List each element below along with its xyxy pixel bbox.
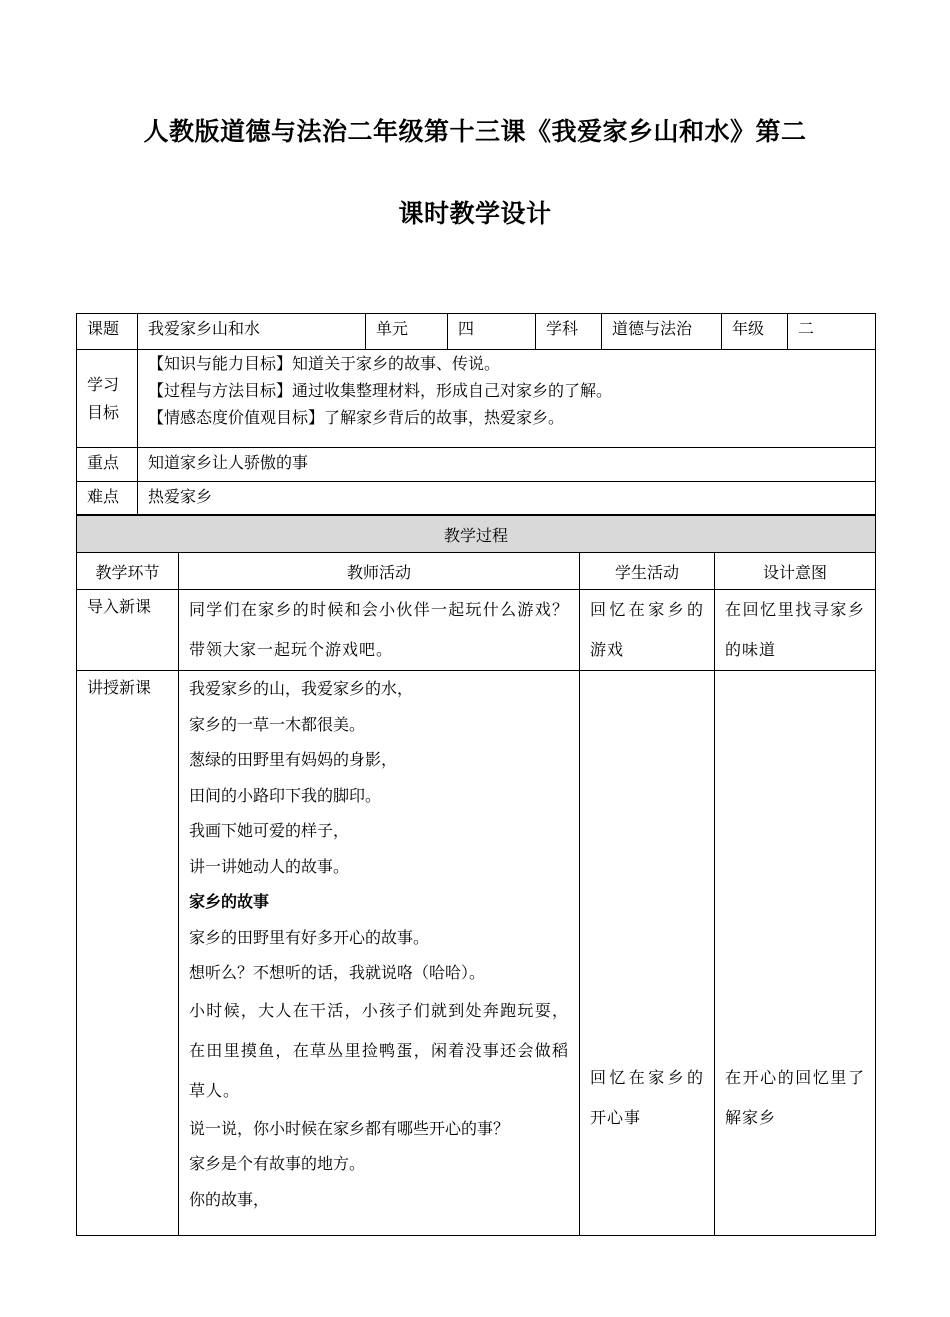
column-intent: 设计意图 bbox=[715, 553, 876, 590]
intro-teacher-activity bbox=[179, 590, 580, 671]
topic-value: 我爱家乡山和水 bbox=[138, 314, 366, 350]
goals-list bbox=[138, 350, 876, 448]
lesson-student-text: 回忆在家乡的开心事 bbox=[590, 1068, 704, 1127]
lesson-intent-text: 在开心的回忆里了解家乡 bbox=[725, 1068, 866, 1127]
process-header: 教学过程 bbox=[77, 516, 876, 553]
grade-label: 年级 bbox=[722, 314, 788, 350]
lesson-teacher-activity bbox=[179, 671, 580, 1236]
poem-line: 讲一讲她动人的故事。 bbox=[189, 856, 350, 876]
document-title-line-1: 人教版道德与法治二年级第十三课《我爱家乡山和水》第二 bbox=[143, 117, 807, 146]
document-title-line-2: 课时教学设计 bbox=[398, 199, 552, 228]
intro-stage: 导入新课 bbox=[77, 590, 179, 671]
key-point-value: 知道家乡让人骄傲的事 bbox=[138, 448, 876, 482]
unit-value: 四 bbox=[448, 314, 536, 350]
poem-line: 家乡的一草一木都很美。 bbox=[189, 714, 366, 734]
intro-student-activity bbox=[580, 590, 715, 671]
goals-label bbox=[77, 350, 138, 448]
unit-label: 单元 bbox=[366, 314, 448, 350]
story-heading: 家乡的故事 bbox=[189, 892, 270, 911]
prompt-line: 说一说，你小时候在家乡都有哪些开心的事？ bbox=[189, 1118, 510, 1138]
column-student: 学生活动 bbox=[580, 553, 715, 590]
goals-label-line-2: 目标 bbox=[87, 402, 120, 422]
lesson-design-intent bbox=[715, 671, 876, 1236]
difficulty-label: 难点 bbox=[77, 482, 138, 515]
key-point-label: 重点 bbox=[77, 448, 138, 482]
intro-intent-text: 在回忆里找寻家乡的味道 bbox=[725, 600, 866, 659]
prompt-line: 你的故事， bbox=[189, 1189, 270, 1209]
lesson-student-activity bbox=[580, 671, 715, 1236]
column-stage: 教学环节 bbox=[77, 553, 179, 590]
intro-design-intent bbox=[715, 590, 876, 671]
story-line: 家乡的田野里有好多开心的故事。 bbox=[189, 927, 430, 947]
story-paragraph: 小时候，大人在干活，小孩子们就到处奔跑玩耍，在田里摸鱼，在草丛里捡鸭蛋，闲着没事还会做稻草人。 bbox=[189, 1000, 569, 1100]
difficulty-value: 热爱家乡 bbox=[138, 482, 876, 515]
topic-label: 课题 bbox=[77, 314, 138, 350]
grade-value: 二 bbox=[788, 314, 876, 350]
teaching-process-table bbox=[76, 515, 876, 1236]
poem-line: 葱绿的田野里有妈妈的身影， bbox=[189, 750, 398, 769]
goal-emotion: 【情感态度价值观目标】了解家乡背后的故事，热爱家乡。 bbox=[148, 408, 565, 427]
lesson-stage: 讲授新课 bbox=[77, 671, 179, 1236]
goals-label-line-1: 学习 bbox=[87, 374, 120, 394]
prompt-line: 家乡是个有故事的地方。 bbox=[189, 1154, 366, 1173]
goal-process: 【过程与方法目标】通过收集整理材料，形成自己对家乡的了解。 bbox=[148, 381, 613, 400]
subject-label: 学科 bbox=[536, 314, 602, 350]
lesson-info-table bbox=[76, 313, 876, 515]
column-teacher: 教师活动 bbox=[179, 553, 580, 590]
poem-line: 我画下她可爱的样子， bbox=[189, 821, 350, 840]
goal-knowledge: 【知识与能力目标】知道关于家乡的故事、传说。 bbox=[148, 354, 501, 373]
intro-student-text: 回忆在家乡的游戏 bbox=[590, 600, 704, 659]
story-line: 想听么？不想听的话，我就说咯（哈哈）。 bbox=[189, 963, 486, 982]
poem-line: 我爱家乡的山，我爱家乡的水， bbox=[189, 679, 414, 698]
intro-teacher-text: 同学们在家乡的时候和会小伙伴一起玩什么游戏？带领大家一起玩个游戏吧。 bbox=[189, 600, 569, 659]
poem-line: 田间的小路印下我的脚印。 bbox=[189, 785, 382, 805]
subject-value: 道德与法治 bbox=[602, 314, 722, 350]
